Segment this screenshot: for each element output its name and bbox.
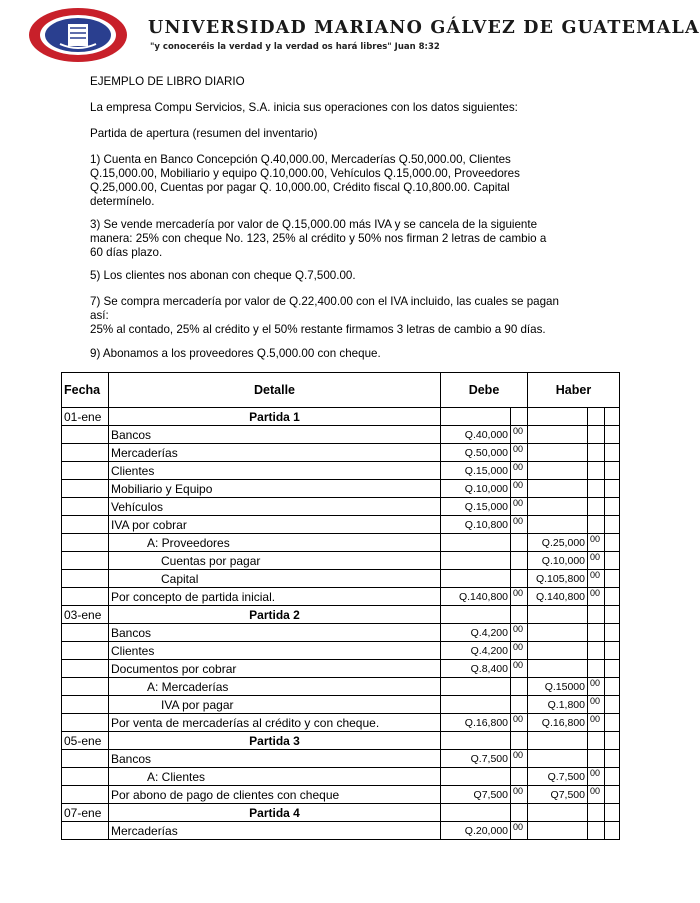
table-row xyxy=(62,552,620,570)
cell-blank xyxy=(605,660,620,678)
cell-fecha xyxy=(62,678,109,696)
cell-blank xyxy=(605,588,620,606)
cell-debe: Q.8,400 xyxy=(441,660,511,678)
cell-detalle: Documentos por cobrar xyxy=(109,660,441,678)
cell-detalle: Bancos xyxy=(109,750,441,768)
cell-fecha: 07-ene xyxy=(62,804,109,822)
table-header-row xyxy=(62,373,620,408)
cell-fecha xyxy=(62,498,109,516)
cell-haber xyxy=(528,822,588,840)
cell-fecha xyxy=(62,696,109,714)
cell-detalle: Clientes xyxy=(109,462,441,480)
cell-haber-cents xyxy=(588,480,605,498)
cell-blank xyxy=(605,408,620,426)
cell-debe-cents: 00 xyxy=(511,480,528,498)
cell-debe: Q7,500 xyxy=(441,786,511,804)
partida-title: Partida 3 xyxy=(109,732,441,750)
cell-detalle: Bancos xyxy=(109,426,441,444)
cell-haber xyxy=(528,750,588,768)
university-seal-logo xyxy=(26,6,130,64)
partida-row xyxy=(62,732,620,750)
cell-debe xyxy=(441,804,511,822)
cell-detalle: Por concepto de partida inicial. xyxy=(109,588,441,606)
cell-haber-cents: 00 xyxy=(588,696,605,714)
cell-detalle: A: Clientes xyxy=(109,768,441,786)
cell-haber-cents: 00 xyxy=(588,678,605,696)
cell-haber xyxy=(528,732,588,750)
cell-debe: Q.20,000 xyxy=(441,822,511,840)
header-haber: Haber xyxy=(528,373,620,408)
cell-fecha xyxy=(62,570,109,588)
partida-title: Partida 1 xyxy=(109,408,441,426)
cell-haber: Q.10,000 xyxy=(528,552,588,570)
cell-debe-cents: 00 xyxy=(511,642,528,660)
cell-fecha: 01-ene xyxy=(62,408,109,426)
cell-haber xyxy=(528,804,588,822)
cell-debe: Q.16,800 xyxy=(441,714,511,732)
cell-debe: Q.4,200 xyxy=(441,642,511,660)
cell-detalle: Bancos xyxy=(109,624,441,642)
cell-haber-cents xyxy=(588,606,605,624)
cell-haber: Q.16,800 xyxy=(528,714,588,732)
cell-blank xyxy=(605,642,620,660)
cell-detalle: Vehículos xyxy=(109,498,441,516)
cell-debe xyxy=(441,606,511,624)
journal-table xyxy=(61,372,620,840)
apertura-label: Partida de apertura (resumen del inventario) xyxy=(90,127,318,140)
cell-haber xyxy=(528,462,588,480)
partida-title: Partida 4 xyxy=(109,804,441,822)
page-header xyxy=(0,0,700,62)
cell-fecha xyxy=(62,552,109,570)
cell-haber xyxy=(528,642,588,660)
cell-detalle: A: Proveedores xyxy=(109,534,441,552)
cell-haber xyxy=(528,624,588,642)
cell-debe xyxy=(441,696,511,714)
cell-detalle: IVA por pagar xyxy=(109,696,441,714)
cell-debe: Q.40,000 xyxy=(441,426,511,444)
cell-haber-cents: 00 xyxy=(588,588,605,606)
cell-haber-cents xyxy=(588,642,605,660)
cell-debe xyxy=(441,678,511,696)
cell-fecha xyxy=(62,714,109,732)
university-name: UNIVERSIDAD MARIANO GÁLVEZ DE GUATEMALA xyxy=(148,18,700,38)
cell-debe-cents xyxy=(511,606,528,624)
cell-haber-cents xyxy=(588,444,605,462)
instruction-5: 5) Los clientes nos abonan con cheque Q.7,500.00. xyxy=(90,269,356,282)
cell-detalle: Mobiliario y Equipo xyxy=(109,480,441,498)
cell-debe-cents xyxy=(511,570,528,588)
cell-debe-cents xyxy=(511,696,528,714)
cell-blank xyxy=(605,606,620,624)
cell-haber-cents: 00 xyxy=(588,552,605,570)
journal-body xyxy=(62,408,620,840)
cell-haber-cents: 00 xyxy=(588,714,605,732)
university-motto: "y conoceréis la verdad y la verdad os hará libres" Juan 8:32 xyxy=(150,42,440,52)
cell-fecha xyxy=(62,786,109,804)
cell-blank xyxy=(605,732,620,750)
cell-debe-cents: 00 xyxy=(511,786,528,804)
cell-haber-cents: 00 xyxy=(588,786,605,804)
cell-haber: Q7,500 xyxy=(528,786,588,804)
cell-detalle: A: Mercaderías xyxy=(109,678,441,696)
cell-haber-cents xyxy=(588,516,605,534)
table-row xyxy=(62,426,620,444)
cell-debe-cents xyxy=(511,768,528,786)
table-row xyxy=(62,768,620,786)
cell-blank xyxy=(605,444,620,462)
cell-debe: Q.15,000 xyxy=(441,498,511,516)
header-debe: Debe xyxy=(441,373,528,408)
cell-fecha xyxy=(62,660,109,678)
partida-title: Partida 2 xyxy=(109,606,441,624)
table-row xyxy=(62,714,620,732)
cell-debe xyxy=(441,768,511,786)
cell-fecha: 03-ene xyxy=(62,606,109,624)
cell-debe: Q.4,200 xyxy=(441,624,511,642)
cell-debe: Q.140,800 xyxy=(441,588,511,606)
cell-blank xyxy=(605,552,620,570)
cell-debe: Q.50,000 xyxy=(441,444,511,462)
cell-blank xyxy=(605,804,620,822)
cell-haber: Q.15000 xyxy=(528,678,588,696)
table-row xyxy=(62,516,620,534)
table-row xyxy=(62,480,620,498)
table-row xyxy=(62,786,620,804)
cell-fecha xyxy=(62,426,109,444)
cell-haber-cents: 00 xyxy=(588,534,605,552)
instruction-7: 7) Se compra mercadería por valor de Q.22,400.00 con el IVA incluido, las cuales se pagan así: 25% al contado, 25% al crédito y el 50% restante firmamos 3 letras de cambio a 90 días. xyxy=(90,295,559,336)
table-row xyxy=(62,588,620,606)
cell-detalle: Mercaderías xyxy=(109,822,441,840)
cell-debe-cents: 00 xyxy=(511,498,528,516)
cell-fecha xyxy=(62,768,109,786)
table-row xyxy=(62,444,620,462)
table-row xyxy=(62,624,620,642)
cell-blank xyxy=(605,786,620,804)
cell-haber-cents xyxy=(588,408,605,426)
cell-haber xyxy=(528,426,588,444)
cell-haber-cents xyxy=(588,660,605,678)
cell-debe-cents xyxy=(511,732,528,750)
cell-haber xyxy=(528,516,588,534)
instruction-1: 1) Cuenta en Banco Concepción Q.40,000.00, Mercaderías Q.50,000.00, Clientes Q.15,000.00, Mobiliario y equipo Q.10,000.00, Vehículos Q.15,000.00, Proveedores Q.25,000.00, Cuentas por pagar Q. 10,000.00, Crédito fiscal Q.10,800.00. Capital determínelo. xyxy=(90,153,520,208)
cell-detalle: Mercaderías xyxy=(109,444,441,462)
cell-haber-cents xyxy=(588,750,605,768)
table-row xyxy=(62,534,620,552)
table-row xyxy=(62,642,620,660)
cell-debe xyxy=(441,732,511,750)
cell-haber-cents: 00 xyxy=(588,768,605,786)
cell-fecha xyxy=(62,480,109,498)
cell-haber-cents xyxy=(588,498,605,516)
cell-blank xyxy=(605,480,620,498)
cell-debe-cents xyxy=(511,408,528,426)
table-row xyxy=(62,570,620,588)
cell-fecha xyxy=(62,534,109,552)
cell-haber xyxy=(528,660,588,678)
cell-debe-cents: 00 xyxy=(511,588,528,606)
exercise-title: EJEMPLO DE LIBRO DIARIO xyxy=(90,75,245,88)
cell-blank xyxy=(605,570,620,588)
cell-blank xyxy=(605,624,620,642)
cell-blank xyxy=(605,696,620,714)
cell-haber: Q.105,800 xyxy=(528,570,588,588)
cell-debe xyxy=(441,408,511,426)
cell-fecha: 05-ene xyxy=(62,732,109,750)
cell-fecha xyxy=(62,588,109,606)
header-fecha: Fecha xyxy=(62,373,109,408)
cell-fecha xyxy=(62,462,109,480)
cell-debe-cents: 00 xyxy=(511,822,528,840)
table-row xyxy=(62,750,620,768)
cell-debe: Q.7,500 xyxy=(441,750,511,768)
cell-debe: Q.10,800 xyxy=(441,516,511,534)
cell-blank xyxy=(605,498,620,516)
cell-detalle: Por abono de pago de clientes con cheque xyxy=(109,786,441,804)
cell-haber-cents xyxy=(588,732,605,750)
cell-detalle: IVA por cobrar xyxy=(109,516,441,534)
table-row xyxy=(62,822,620,840)
partida-row xyxy=(62,408,620,426)
cell-debe xyxy=(441,534,511,552)
cell-blank xyxy=(605,516,620,534)
table-row xyxy=(62,498,620,516)
cell-debe-cents: 00 xyxy=(511,444,528,462)
table-row xyxy=(62,678,620,696)
cell-debe-cents: 00 xyxy=(511,516,528,534)
cell-fecha xyxy=(62,642,109,660)
cell-haber xyxy=(528,408,588,426)
partida-row xyxy=(62,606,620,624)
cell-haber xyxy=(528,498,588,516)
cell-detalle: Cuentas por pagar xyxy=(109,552,441,570)
cell-haber-cents xyxy=(588,462,605,480)
cell-debe: Q.10,000 xyxy=(441,480,511,498)
cell-haber: Q.25,000 xyxy=(528,534,588,552)
partida-row xyxy=(62,804,620,822)
table-row xyxy=(62,462,620,480)
cell-fecha xyxy=(62,822,109,840)
cell-debe: Q.15,000 xyxy=(441,462,511,480)
cell-debe xyxy=(441,570,511,588)
table-row xyxy=(62,696,620,714)
cell-blank xyxy=(605,714,620,732)
cell-detalle: Clientes xyxy=(109,642,441,660)
cell-detalle: Capital xyxy=(109,570,441,588)
cell-debe-cents: 00 xyxy=(511,750,528,768)
cell-blank xyxy=(605,678,620,696)
cell-haber-cents xyxy=(588,822,605,840)
table-row xyxy=(62,660,620,678)
cell-blank xyxy=(605,768,620,786)
cell-haber-cents xyxy=(588,804,605,822)
cell-haber xyxy=(528,480,588,498)
cell-haber-cents: 00 xyxy=(588,570,605,588)
cell-haber: Q.140,800 xyxy=(528,588,588,606)
cell-debe-cents xyxy=(511,552,528,570)
cell-blank xyxy=(605,426,620,444)
cell-fecha xyxy=(62,624,109,642)
cell-haber-cents xyxy=(588,426,605,444)
cell-debe-cents: 00 xyxy=(511,426,528,444)
cell-debe-cents: 00 xyxy=(511,462,528,480)
cell-debe-cents: 00 xyxy=(511,624,528,642)
cell-blank xyxy=(605,822,620,840)
cell-fecha xyxy=(62,516,109,534)
cell-debe-cents xyxy=(511,678,528,696)
cell-fecha xyxy=(62,750,109,768)
cell-debe-cents xyxy=(511,534,528,552)
exercise-lead: La empresa Compu Servicios, S.A. inicia sus operaciones con los datos siguientes: xyxy=(90,101,518,114)
cell-haber: Q.7,500 xyxy=(528,768,588,786)
cell-haber-cents xyxy=(588,624,605,642)
cell-blank xyxy=(605,534,620,552)
cell-haber: Q.1,800 xyxy=(528,696,588,714)
cell-haber xyxy=(528,444,588,462)
cell-blank xyxy=(605,750,620,768)
instruction-3: 3) Se vende mercadería por valor de Q.15,000.00 más IVA y se cancela de la siguiente manera: 25% con cheque No. 123, 25% al crédito y 50% nos firman 2 letras de cambio a 60 días plazo. xyxy=(90,218,547,259)
cell-blank xyxy=(605,462,620,480)
cell-debe-cents xyxy=(511,804,528,822)
cell-debe-cents: 00 xyxy=(511,714,528,732)
cell-debe-cents: 00 xyxy=(511,660,528,678)
cell-fecha xyxy=(62,444,109,462)
cell-haber xyxy=(528,606,588,624)
header-detalle: Detalle xyxy=(109,373,441,408)
cell-debe xyxy=(441,552,511,570)
cell-detalle: Por venta de mercaderías al crédito y con cheque. xyxy=(109,714,441,732)
instruction-9: 9) Abonamos a los proveedores Q.5,000.00 con cheque. xyxy=(90,347,381,360)
